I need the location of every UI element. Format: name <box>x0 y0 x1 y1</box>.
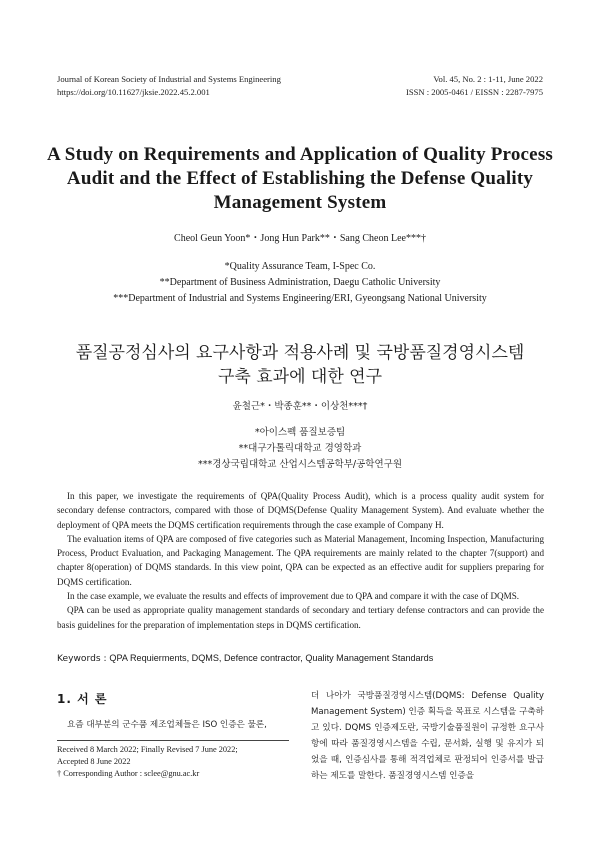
corresponding-author: † Corresponding Author : sclee@gnu.ac.kr <box>57 769 200 778</box>
abstract-paragraph-1: In this paper, we investigate the requirements of QPA(Quality Process Audit), which is a process quality audit system for secondary defense contractors, compared with those of DQMS(Defense Quality Management System). And evaluate whether the deployment of QPA meets the DQMS certification requirements through the case example of Company H. <box>57 491 544 530</box>
english-title-line-2: Audit and the Effect of Establishing the Defense Quality <box>66 168 534 189</box>
korean-affiliation-2: **대구가톨릭대학교 경영학과 <box>238 443 362 454</box>
abstract <box>57 489 544 632</box>
keywords <box>57 653 433 664</box>
keywords-text: QPA Requierments, DQMS, Defence contractor, Quality Management Standards <box>109 653 434 663</box>
section-heading: 1. 서 론 <box>57 692 108 706</box>
korean-title-line-1: 품질공정심사의 요구사항과 적용사례 및 국방품질경영시스템 <box>75 343 525 363</box>
korean-title <box>40 341 560 389</box>
footnote-divider <box>57 740 289 741</box>
body-right-paragraph: 더 나아가 국방품질경영시스템(DQMS: Defense Quality Management System) 인증 획득을 목표로 시스템을 구축하고 있다. DQMS 인증제도란, 국방기술품질원이 규정한 요구사항에 따라 품질경영시스템을 수립, 문서화, 실행 및 유지가 되었을 때, 인증심사를 통해 적격업체로 판정되어 인증서를 발급하는 제도를 말한다. 품질경영시스템 인증을 <box>311 691 544 781</box>
doi-link[interactable]: https://doi.org/10.11627/jksie.2022.45.2.001 <box>57 87 210 97</box>
abstract-paragraph-2: The evaluation items of QPA are composed of five categories such as Material Management, Incoming Inspection, Manufacturing Process, Product Evaluation, and Packaging Management. The QPA requirements are mainly related to the chapter 7(support) and chapter 8(operation) of DQMS standards. In this view point, QPA can be expected as an effective audit for suppliers preparing for DQMS certification. <box>57 533 544 587</box>
issn-info: ISSN : 2005-0461 / EISSN : 2287-7975 <box>405 87 543 97</box>
english-title-line-3: Management System <box>213 192 387 213</box>
korean-title-line-2: 구축 효과에 대한 연구 <box>217 367 382 387</box>
abstract-paragraph-4: QPA can be used as appropriate quality management standards of secondary and tertiary defense contractors and can provide the basis guidelines for the preparation of implementation steps in DQMS certification. <box>57 605 544 630</box>
korean-affiliation-1: *아이스펙 품질보증팀 <box>254 427 346 438</box>
volume-info: Vol. 45, No. 2 : 1-11, June 2022 <box>433 74 543 84</box>
abstract-paragraph-3: In the case example, we evaluate the results and effects of improvement due to QPA and compare it with the case of DQMS. <box>67 591 520 602</box>
english-affiliation-3: ***Department of Industrial and Systems Engineering/ERI, Gyeongsang National University <box>113 293 487 304</box>
english-title-line-1: A Study on Requirements and Application of Quality Process <box>46 144 554 165</box>
received-date: Received 8 March 2022; Finally Revised 7 June 2022; <box>57 745 238 754</box>
journal-name: Journal of Korean Society of Industrial and Systems Engineering <box>57 74 281 84</box>
english-affiliation-2: **Department of Business Administration, Daegu Catholic University <box>159 277 441 288</box>
body-right-column <box>311 688 544 784</box>
accepted-date: Accepted 8 June 2022 <box>57 757 131 766</box>
keywords-label: Keywords : <box>57 654 110 664</box>
korean-affiliation-3: ***경상국립대학교 산업시스템공학부/공학연구원 <box>197 459 402 470</box>
body-left-column: 요즘 대부분의 군수품 제조업체들은 ISO 인증은 물론, <box>67 720 267 730</box>
english-title <box>40 143 560 215</box>
english-authors: Cheol Geun Yoon*・Jong Hun Park**・Sang Cheon Lee***† <box>174 233 426 244</box>
english-affiliation-1: *Quality Assurance Team, I-Spec Co. <box>224 261 376 272</box>
korean-authors: 윤철근*・박종훈**・이상천***† <box>232 401 368 412</box>
